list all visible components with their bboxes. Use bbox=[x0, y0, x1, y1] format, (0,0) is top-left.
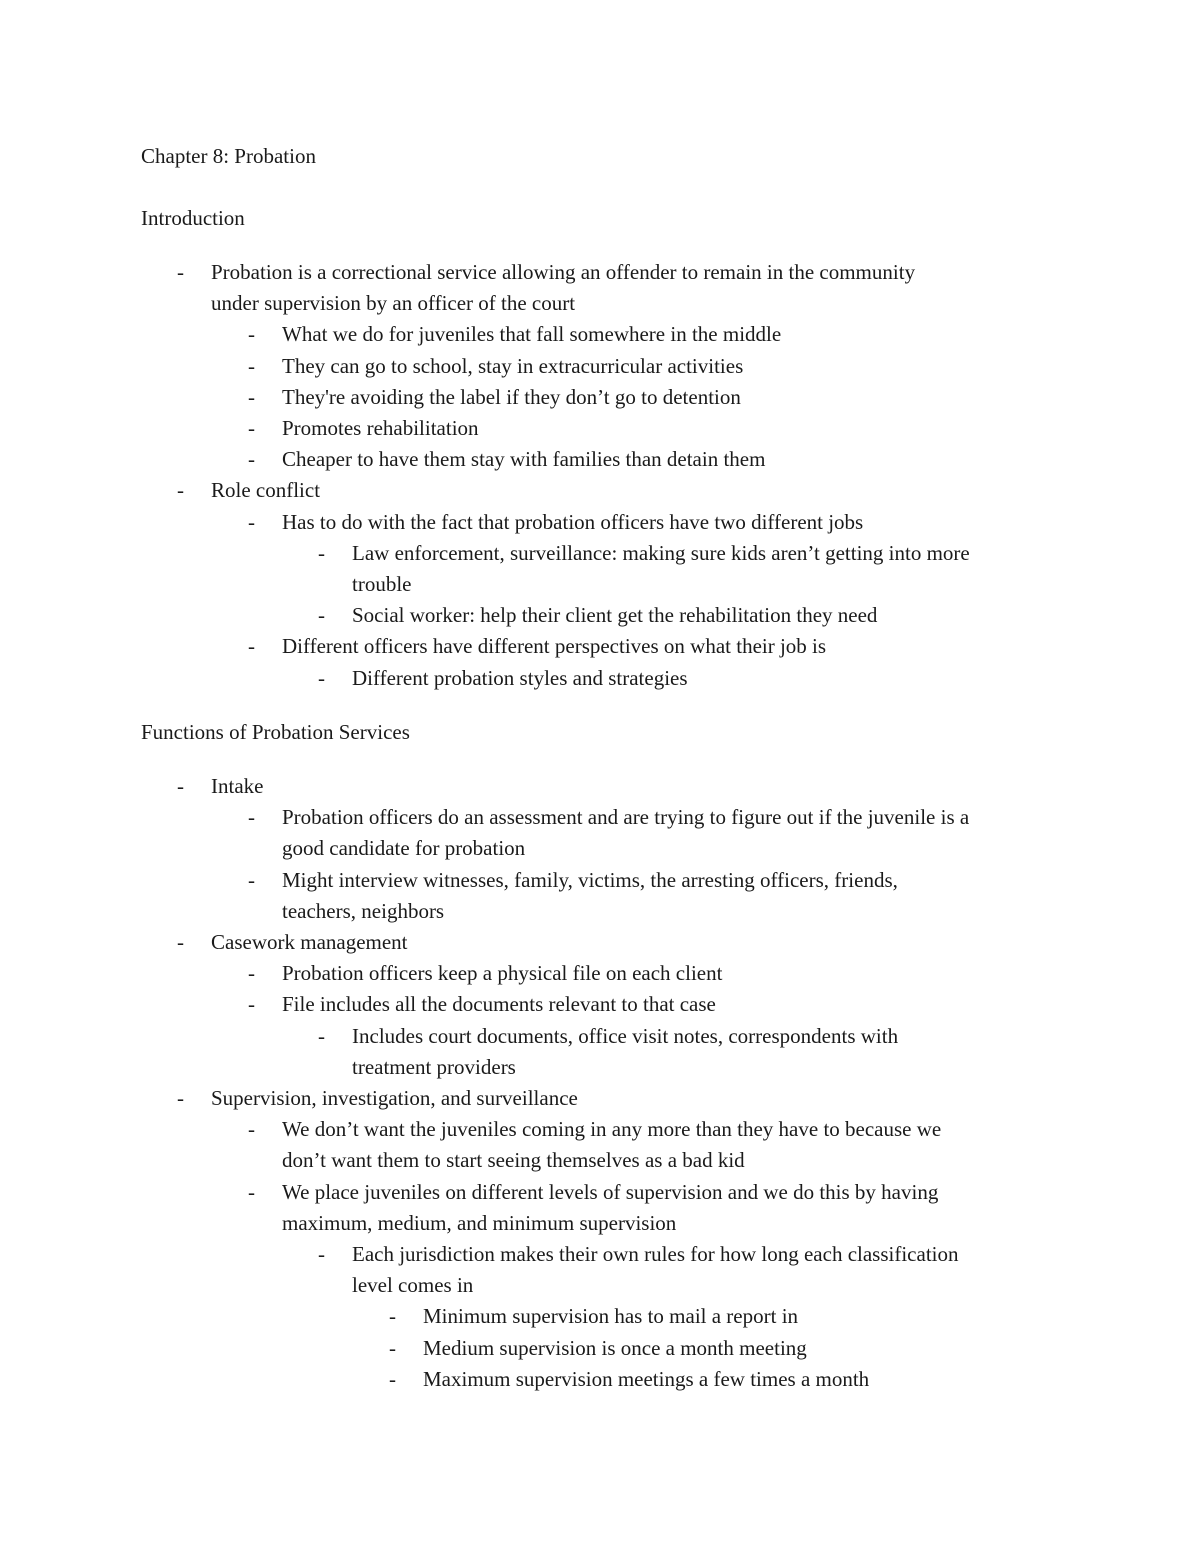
bullet-dash: - bbox=[248, 1180, 255, 1204]
bullet-dash: - bbox=[248, 322, 255, 346]
list-item-text: Includes court documents, office visit notes, correspondents with bbox=[352, 1024, 899, 1048]
list-item-text: Might interview witnesses, family, victims, the arresting officers, friends, bbox=[282, 868, 898, 892]
list-item-text: Law enforcement, surveillance: making sure kids aren’t getting into more bbox=[352, 541, 970, 565]
list-item-text: Promotes rehabilitation bbox=[282, 416, 479, 440]
bullet-dash: - bbox=[248, 992, 255, 1016]
list-item-text: They're avoiding the label if they don’t go to detention bbox=[282, 385, 741, 409]
bullet-dash: - bbox=[318, 1024, 325, 1048]
bullet-dash: - bbox=[177, 260, 184, 284]
list-item-text: Social worker: help their client get the rehabilitation they need bbox=[352, 603, 878, 627]
list-item-text: Probation officers do an assessment and are trying to figure out if the juvenile is a bbox=[282, 805, 970, 829]
list-item-text: under supervision by an officer of the court bbox=[211, 291, 576, 315]
section-heading: Functions of Probation Services bbox=[141, 720, 410, 744]
list-item-text: We don’t want the juveniles coming in any more than they have to because we bbox=[282, 1117, 942, 1141]
list-item-text: treatment providers bbox=[352, 1055, 516, 1079]
bullet-dash: - bbox=[177, 774, 184, 798]
bullet-dash: - bbox=[389, 1304, 396, 1328]
list-item-text: Probation is a correctional service allowing an offender to remain in the community bbox=[211, 260, 916, 284]
list-item-text: don’t want them to start seeing themselves as a bad kid bbox=[282, 1148, 745, 1172]
bullet-dash: - bbox=[248, 805, 255, 829]
document-title: Chapter 8: Probation bbox=[141, 144, 316, 168]
bullet-dash: - bbox=[248, 385, 255, 409]
bullet-dash: - bbox=[248, 634, 255, 658]
bullet-dash: - bbox=[177, 930, 184, 954]
bullet-dash: - bbox=[177, 478, 184, 502]
list-item-text: teachers, neighbors bbox=[282, 899, 445, 923]
bullet-dash: - bbox=[177, 1086, 184, 1110]
list-item-text: trouble bbox=[352, 572, 412, 596]
list-item-text: Cheaper to have them stay with families than detain them bbox=[282, 447, 766, 471]
bullet-dash: - bbox=[248, 1117, 255, 1141]
list-item-text: Each jurisdiction makes their own rules for how long each classification bbox=[352, 1242, 959, 1266]
bullet-dash: - bbox=[318, 541, 325, 565]
bullet-dash: - bbox=[248, 354, 255, 378]
list-item-text: Different officers have different perspectives on what their job is bbox=[282, 634, 827, 658]
list-item-text: Probation officers keep a physical file on each client bbox=[282, 961, 723, 985]
list-item-text: Role conflict bbox=[211, 478, 321, 502]
list-item-text: Intake bbox=[211, 774, 264, 798]
list-item-text: What we do for juveniles that fall somewhere in the middle bbox=[282, 322, 782, 346]
bullet-dash: - bbox=[248, 510, 255, 534]
list-item-text: good candidate for probation bbox=[282, 836, 526, 860]
list-item-text: File includes all the documents relevant to that case bbox=[282, 992, 716, 1016]
list-item-text: Maximum supervision meetings a few times a month bbox=[423, 1367, 870, 1391]
bullet-dash: - bbox=[248, 447, 255, 471]
list-item-text: Casework management bbox=[211, 930, 408, 954]
bullet-dash: - bbox=[248, 416, 255, 440]
bullet-dash: - bbox=[389, 1367, 396, 1391]
list-item-text: They can go to school, stay in extracurricular activities bbox=[282, 354, 744, 378]
bullet-dash: - bbox=[318, 603, 325, 627]
list-item-text: level comes in bbox=[352, 1273, 474, 1297]
list-item-text: Different probation styles and strategies bbox=[352, 666, 688, 690]
bullet-dash: - bbox=[318, 1242, 325, 1266]
list-item-text: Has to do with the fact that probation officers have two different jobs bbox=[282, 510, 864, 534]
list-item-text: We place juveniles on different levels of supervision and we do this by having bbox=[282, 1180, 939, 1204]
list-item-text: maximum, medium, and minimum supervision bbox=[282, 1211, 677, 1235]
list-item-text: Medium supervision is once a month meeting bbox=[423, 1336, 807, 1360]
list-item-text: Minimum supervision has to mail a report in bbox=[423, 1304, 799, 1328]
section-heading: Introduction bbox=[141, 206, 245, 230]
bullet-dash: - bbox=[248, 961, 255, 985]
bullet-dash: - bbox=[248, 868, 255, 892]
bullet-dash: - bbox=[389, 1336, 396, 1360]
bullet-dash: - bbox=[318, 666, 325, 690]
list-item-text: Supervision, investigation, and surveillance bbox=[211, 1086, 578, 1110]
